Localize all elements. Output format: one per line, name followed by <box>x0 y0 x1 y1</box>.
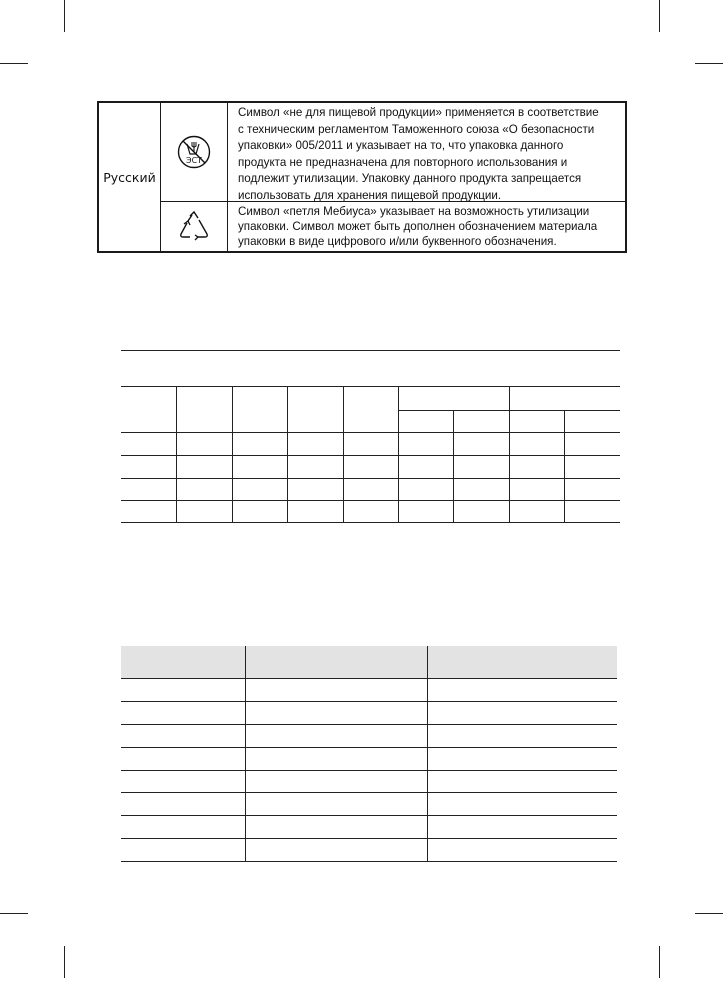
table-line <box>245 646 246 861</box>
table-line <box>121 792 617 793</box>
symbol-description <box>238 105 617 205</box>
crop-mark <box>695 913 723 914</box>
table-line <box>121 838 617 839</box>
crop-mark <box>64 0 65 32</box>
text-line: с техническим регламентом Таможенного союза «О безопасности <box>238 122 595 136</box>
text-line: упаковки. Символ может быть дополнен обозначением материала <box>238 220 598 234</box>
table-line <box>121 861 617 862</box>
text-line: использовать для хранения пищевой продукции. <box>238 188 502 202</box>
crop-mark <box>695 63 723 64</box>
crop-mark <box>659 946 660 978</box>
text-line: упаковки в виде цифрового и/или буквенного обозначения. <box>238 235 557 249</box>
table-line <box>287 386 288 522</box>
section-rule <box>121 350 620 351</box>
table-line <box>121 701 617 702</box>
table-line <box>121 747 617 748</box>
table-line <box>121 678 617 679</box>
text-line: Символ «не для пищевой продукции» применяется в соответствие <box>238 106 599 119</box>
table-line <box>509 386 510 522</box>
symbols-table <box>97 101 627 253</box>
symbol-row-not-for-food <box>161 103 625 202</box>
table-line <box>343 386 344 522</box>
language-label: Русский <box>99 103 161 251</box>
crop-mark <box>0 913 28 914</box>
symbol-row-mobius <box>161 202 625 251</box>
table-line <box>176 386 177 522</box>
table-line <box>232 386 233 522</box>
table-header <box>121 646 617 678</box>
table-line <box>121 522 620 523</box>
table-line <box>453 410 454 522</box>
table-line <box>564 410 565 522</box>
symbol-description <box>238 204 617 250</box>
table-line <box>121 455 620 456</box>
table-line <box>121 770 617 771</box>
svg-text:ЭСТ: ЭСТ <box>186 156 203 165</box>
table-line <box>121 386 620 387</box>
table-line <box>121 724 617 725</box>
crop-mark <box>659 0 660 32</box>
table-line <box>121 432 620 433</box>
mobius-loop-icon <box>161 202 228 251</box>
not-for-food-icon <box>161 103 228 201</box>
text-line: подлежит утилизации. Упаковку данного продукта запрещается <box>238 172 582 186</box>
text-line: продукта не предназначена для повторного использования и <box>238 155 568 169</box>
table-line <box>121 478 620 479</box>
table-line <box>121 815 617 816</box>
crop-mark <box>0 63 28 64</box>
table-line <box>427 646 428 861</box>
table-line <box>121 500 620 501</box>
text-line: Символ «петля Мебиуса» указывает на возможность утилизации <box>238 205 590 218</box>
text-line: упаковки» 005/2011 и указывает на то, что упаковка данного <box>238 139 564 153</box>
table-line <box>398 386 399 522</box>
crop-mark <box>64 946 65 978</box>
